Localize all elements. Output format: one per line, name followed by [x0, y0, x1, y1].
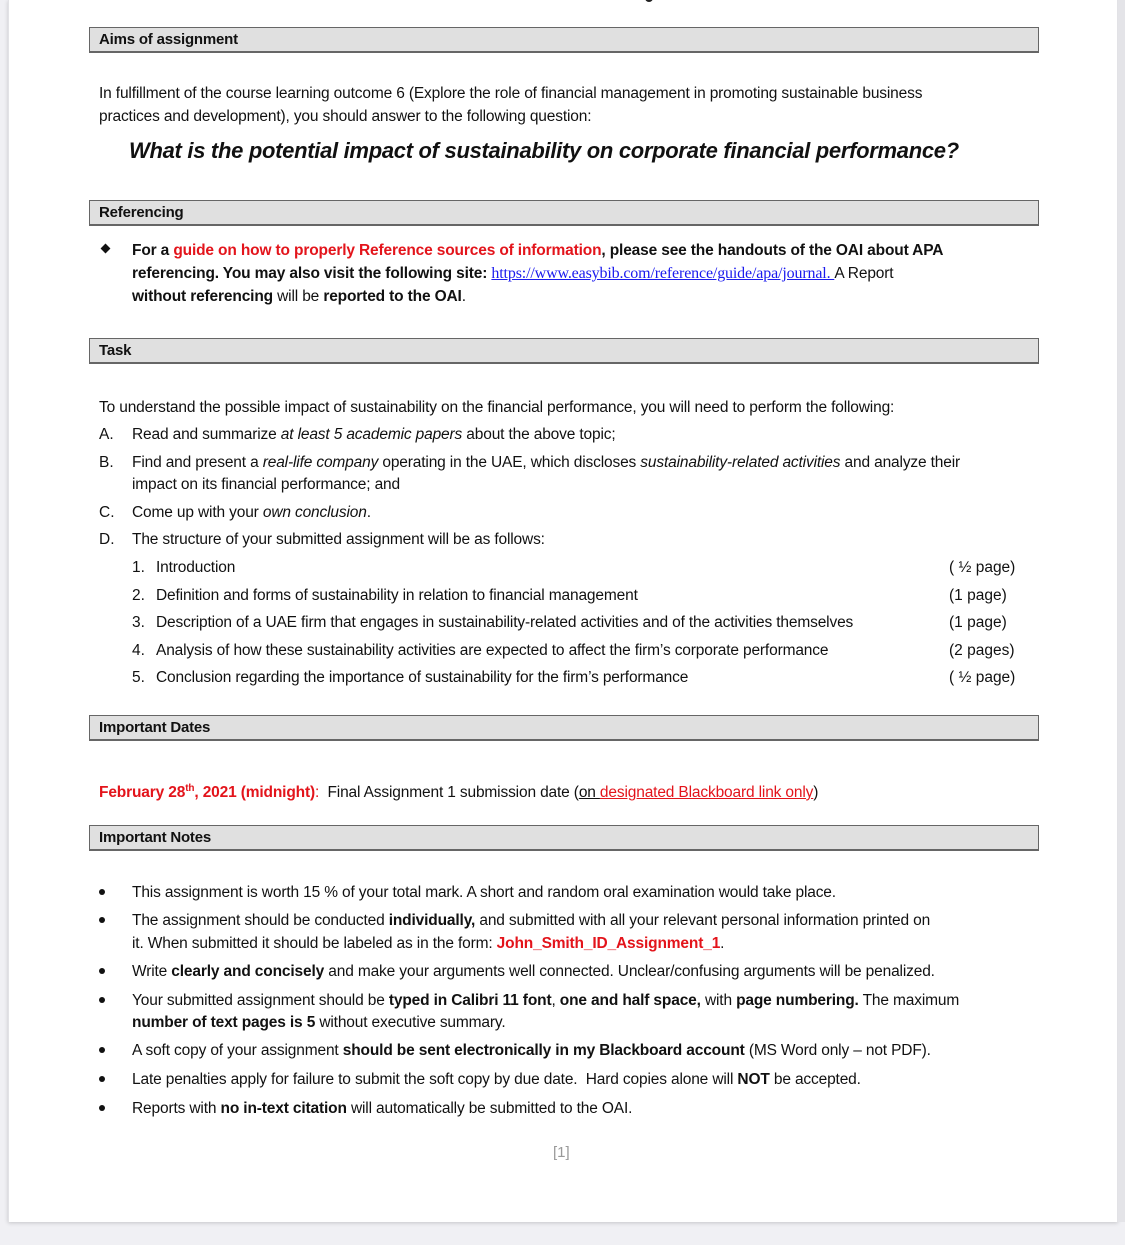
section-heading-task: Task [89, 338, 1039, 364]
structure-item-pages: ( ½ page) [949, 669, 1016, 686]
filename-example: John_Smith_ID_Assignment_1 [496, 935, 721, 952]
deadline-description: Final Assignment 1 submission date ( [319, 784, 579, 802]
note-text: (MS Word only – not PDF). [744, 1042, 931, 1059]
cut-off-title-fragment [645, 0, 653, 2]
task-item-label: C. [99, 504, 115, 521]
task-item-b-line-2: impact on its financial performance; and [132, 476, 400, 493]
note-text: A soft copy of your assignment [132, 1042, 343, 1059]
task-item-d: The structure of your submitted assignment will be as follows: [132, 531, 545, 548]
referencing-guide-highlight: guide on how to properly Reference sources of information [173, 242, 602, 259]
note-7 [132, 1097, 632, 1120]
deadline-date-suffix: th [185, 783, 195, 794]
note-bold: page numbering. [736, 992, 859, 1009]
note-1: This assignment is worth 15 % of your total mark. A short and random oral examination would take place. [132, 884, 836, 901]
task-item-b [132, 451, 960, 474]
note-bold: individually, [388, 912, 476, 929]
task-emphasis: sustainability-related activities [640, 454, 841, 471]
referencing-line-2 [132, 262, 893, 285]
task-text: Read and summarize [132, 426, 281, 443]
note-text: Your submitted assignment should be [132, 992, 389, 1009]
task-item-a [132, 423, 616, 446]
task-item-c [132, 501, 371, 524]
note-bold: no in-text citation [220, 1100, 347, 1117]
task-item-label: B. [99, 454, 114, 471]
note-text: it. When submitted it should be labeled as in the form: [132, 935, 497, 952]
task-text: Find and present a [132, 454, 263, 471]
deadline-date-text: February 28 [99, 784, 186, 802]
note-2 [132, 909, 930, 932]
structure-item-text: Definition and forms of sustainability in relation to financial management [156, 587, 638, 604]
structure-item-pages: (2 pages) [949, 642, 1015, 659]
bullet-icon [99, 997, 105, 1003]
structure-num: 4. [132, 642, 145, 659]
structure-item-pages: (1 page) [949, 614, 1007, 631]
note-text: with [700, 992, 737, 1009]
task-text: about the above topic; [462, 426, 616, 443]
submission-date-line [99, 777, 818, 804]
section-heading-notes: Important Notes [89, 825, 1039, 851]
note-text: . [720, 935, 725, 952]
structure-item-text: Conclusion regarding the importance of sustainability for the firm’s performance [156, 669, 689, 686]
referencing-text: . [461, 288, 466, 305]
task-text: operating in the UAE, which discloses [378, 454, 641, 471]
note-text: be accepted. [769, 1071, 861, 1088]
task-emphasis: at least 5 academic papers [280, 426, 463, 443]
note-3 [132, 960, 935, 983]
structure-num: 5. [132, 669, 145, 686]
structure-item-pages: (1 page) [949, 587, 1007, 604]
referencing-text: A Report [834, 265, 894, 282]
task-intro: To understand the possible impact of sustainability on the financial performance, you will need to perform the following: [99, 399, 895, 416]
structure-item-text: Analysis of how these sustainability activities are expected to affect the firm’s corporate performance [156, 642, 829, 659]
structure-item-text: Description of a UAE firm that engages in sustainability-related activities and of the activities themselves [156, 614, 854, 631]
referencing-bold: without referencing [132, 288, 273, 305]
note-5 [132, 1039, 931, 1062]
structure-num: 1. [132, 559, 145, 576]
task-text: Come up with your [132, 504, 263, 521]
note-2-line-2 [132, 932, 724, 955]
note-text: will automatically be submitted to the OAI. [346, 1100, 633, 1117]
task-item-label: D. [99, 531, 115, 548]
note-bold: should be sent electronically in my Blackboard account [342, 1042, 745, 1059]
easybib-link[interactable]: https://www.easybib.com/reference/guide/apa/journal. [491, 265, 835, 282]
bullet-icon [99, 917, 105, 923]
structure-item-pages: ( ½ page) [949, 559, 1016, 576]
note-6 [132, 1068, 861, 1091]
diamond-bullet-icon [101, 244, 111, 254]
note-text: and make your arguments well connected. Unclear/confusing arguments will be penalized. [324, 963, 935, 980]
bullet-icon [99, 889, 105, 895]
section-heading-referencing: Referencing [89, 200, 1039, 226]
note-text: Reports with [132, 1100, 221, 1117]
referencing-text: , please see the handouts of the OAI about APA [601, 242, 944, 259]
bullet-icon [99, 1047, 105, 1053]
task-emphasis: real-life company [262, 454, 379, 471]
page-number: [1] [553, 1144, 570, 1161]
note-text: , [551, 992, 560, 1009]
task-item-label: A. [99, 426, 114, 443]
note-text: without executive summary. [315, 1014, 506, 1031]
note-text: The maximum [858, 992, 960, 1009]
note-bold: number of text pages is 5 [132, 1014, 316, 1031]
note-text: and submitted with all your relevant personal information printed on [475, 912, 931, 929]
referencing-text: referencing. You may also visit the following site: [132, 265, 492, 282]
note-bold: NOT [737, 1071, 770, 1088]
note-bold: one and half space, [559, 992, 701, 1009]
note-text: The assignment should be conducted [132, 912, 389, 929]
research-question: What is the potential impact of sustainability on corporate financial performance? [129, 138, 959, 163]
referencing-text: For a [132, 242, 174, 259]
referencing-line-3 [132, 285, 466, 308]
note-bold: clearly and concisely [171, 963, 325, 980]
document-page [8, 0, 1118, 1222]
structure-num: 2. [132, 587, 145, 604]
referencing-text: will be [272, 288, 324, 305]
bullet-icon [99, 968, 105, 974]
scrollbar[interactable] [1118, 0, 1125, 1222]
deadline-text: ) [813, 784, 819, 802]
note-4-line-2 [132, 1011, 506, 1034]
note-text: Write [132, 963, 172, 980]
deadline-colon: : [314, 784, 320, 802]
note-text: Late penalties apply for failure to submit the soft copy by due date. Hard copies alone will [132, 1071, 738, 1088]
referencing-line-1 [132, 239, 943, 262]
note-bold: typed in Calibri 11 font [388, 992, 552, 1009]
structure-item-text: Introduction [156, 559, 236, 576]
aims-intro-line-1: In fulfillment of the course learning outcome 6 (Explore the role of financial management in promoting sustainable business [99, 85, 923, 102]
note-4 [132, 989, 959, 1012]
task-emphasis: own conclusion [262, 504, 367, 521]
referencing-bold: reported to the OAI [323, 288, 462, 305]
deadline-date [99, 784, 315, 801]
deadline-date-text: , 2021 (midnight) [194, 784, 315, 802]
bullet-icon [99, 1105, 105, 1111]
task-text: . [366, 504, 371, 521]
section-heading-aims: Aims of assignment [89, 27, 1039, 53]
bullet-icon [99, 1076, 105, 1082]
structure-num: 3. [132, 614, 145, 631]
blackboard-link[interactable]: designated Blackboard link only [599, 784, 814, 802]
section-heading-dates: Important Dates [89, 715, 1039, 741]
deadline-text: on [578, 784, 600, 802]
aims-intro-line-2: practices and development), you should answer to the following question: [99, 108, 592, 125]
task-text: and analyze their [840, 454, 961, 471]
